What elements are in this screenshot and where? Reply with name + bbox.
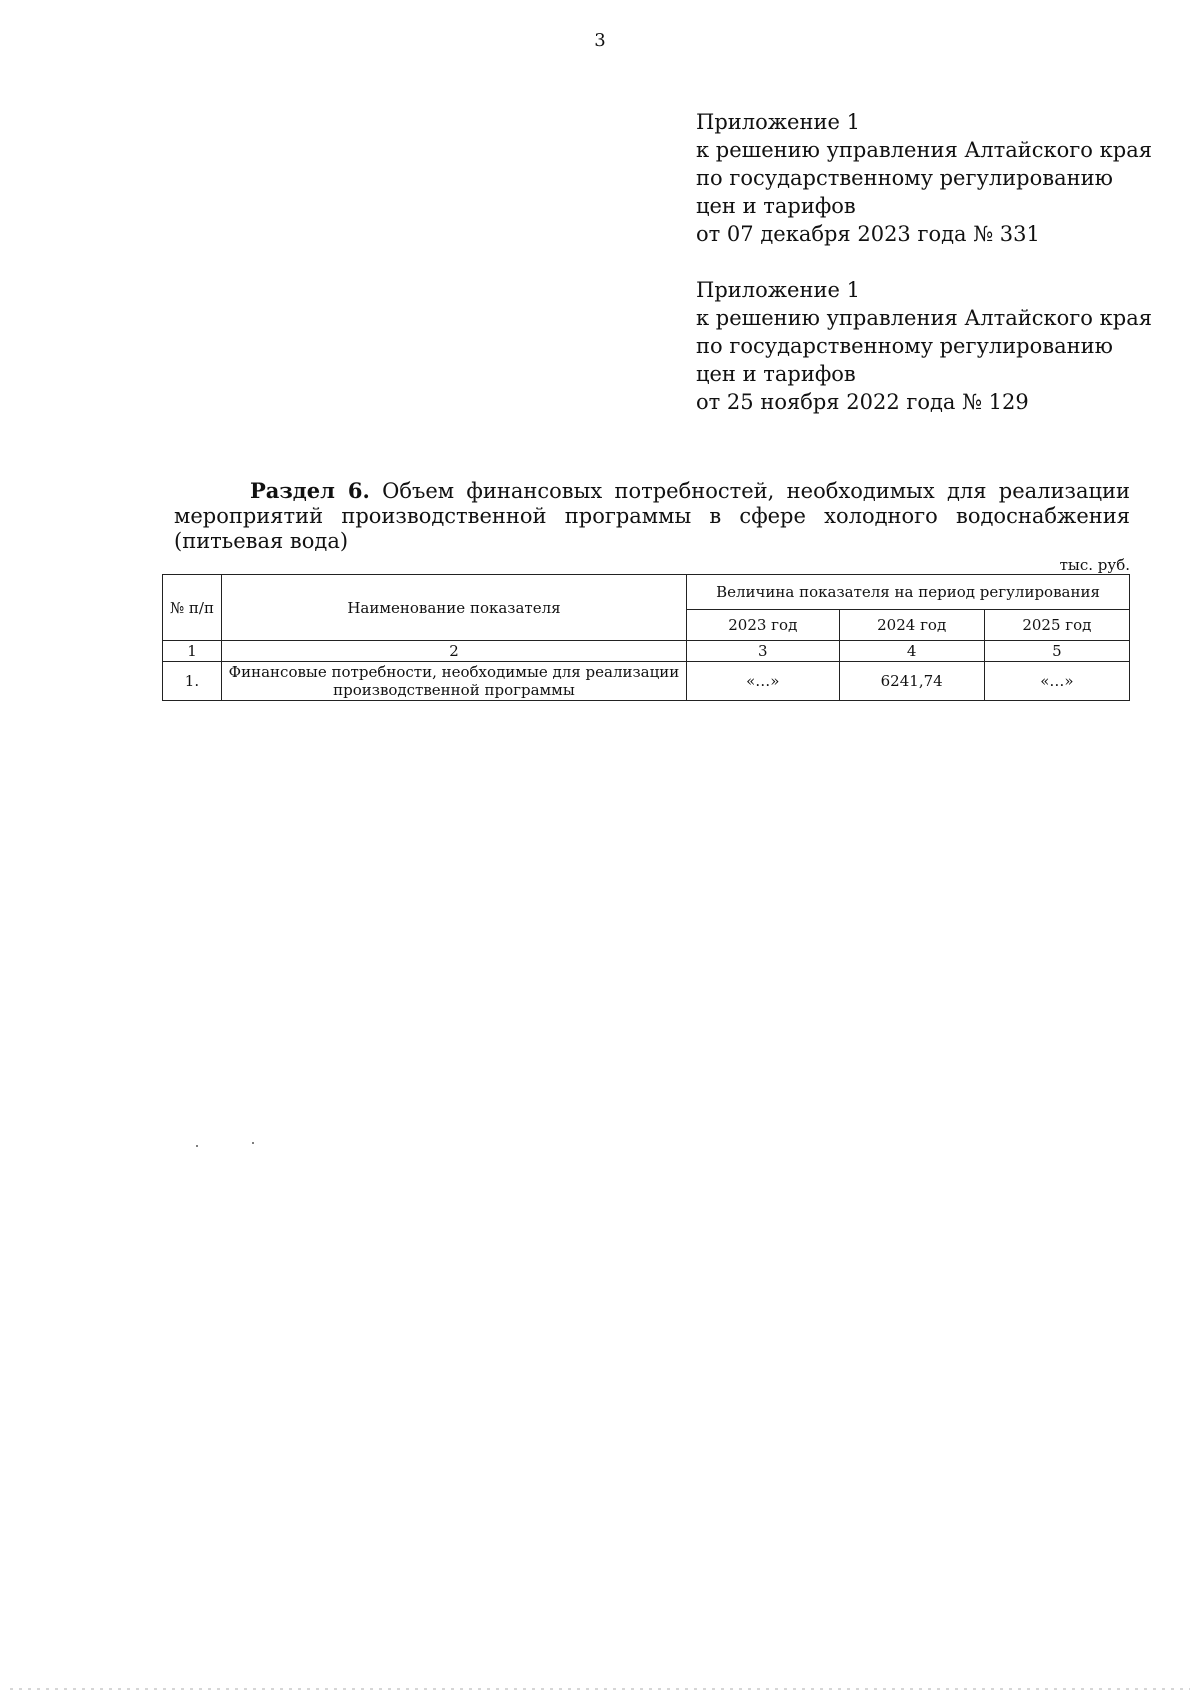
header-year: 2023 год [687,610,840,641]
header-year: 2024 год [839,610,984,641]
row-name: Финансовые потребности, необходимые для реализации производственной программы [221,662,686,701]
table-header-row [163,575,1130,610]
row-value-2024: 6241,74 [839,662,984,701]
scan-edge-noise [10,1688,1190,1690]
appendix-line: к решению управления Алтайского края [696,138,1152,162]
column-number: 2 [221,641,686,662]
section-label: Раздел 6. [250,478,370,503]
section-title [174,478,1130,554]
appendix-header-previous [696,276,1152,416]
row-value-2025: «…» [984,662,1129,701]
appendix-date: от 25 ноября 2022 года № 129 [696,390,1029,414]
appendix-date: от 07 декабря 2023 года № 331 [696,222,1040,246]
table-row [163,662,1130,701]
column-number: 4 [839,641,984,662]
appendix-title: Приложение 1 [696,110,860,134]
header-no: № п/п [163,575,222,641]
row-value-2023: «…» [687,662,840,701]
header-name: Наименование показателя [221,575,686,641]
appendix-line: к решению управления Алтайского края [696,306,1152,330]
section-text: Объем финансовых потребностей, необходимых для реализации мероприятий производственной программы в сфере холодного водоснабжения (питьевая вода) [174,479,1130,553]
column-number: 3 [687,641,840,662]
units-label: тыс. руб. [1059,556,1130,574]
appendix-title: Приложение 1 [696,278,860,302]
appendix-header-current [696,108,1152,248]
header-period: Величина показателя на период регулирования [687,575,1130,610]
financial-needs-table [162,574,1130,701]
page-number: 3 [594,30,606,51]
row-number: 1. [163,662,222,701]
scan-specks [196,1142,276,1148]
appendix-line: по государственному регулированию [696,334,1113,358]
scan-speck [252,1142,254,1144]
appendix-line: цен и тарифов [696,362,856,386]
column-numbers-row [163,641,1130,662]
scan-speck [196,1145,198,1147]
appendix-line: цен и тарифов [696,194,856,218]
column-number: 1 [163,641,222,662]
header-year: 2025 год [984,610,1129,641]
appendix-line: по государственному регулированию [696,166,1113,190]
column-number: 5 [984,641,1129,662]
